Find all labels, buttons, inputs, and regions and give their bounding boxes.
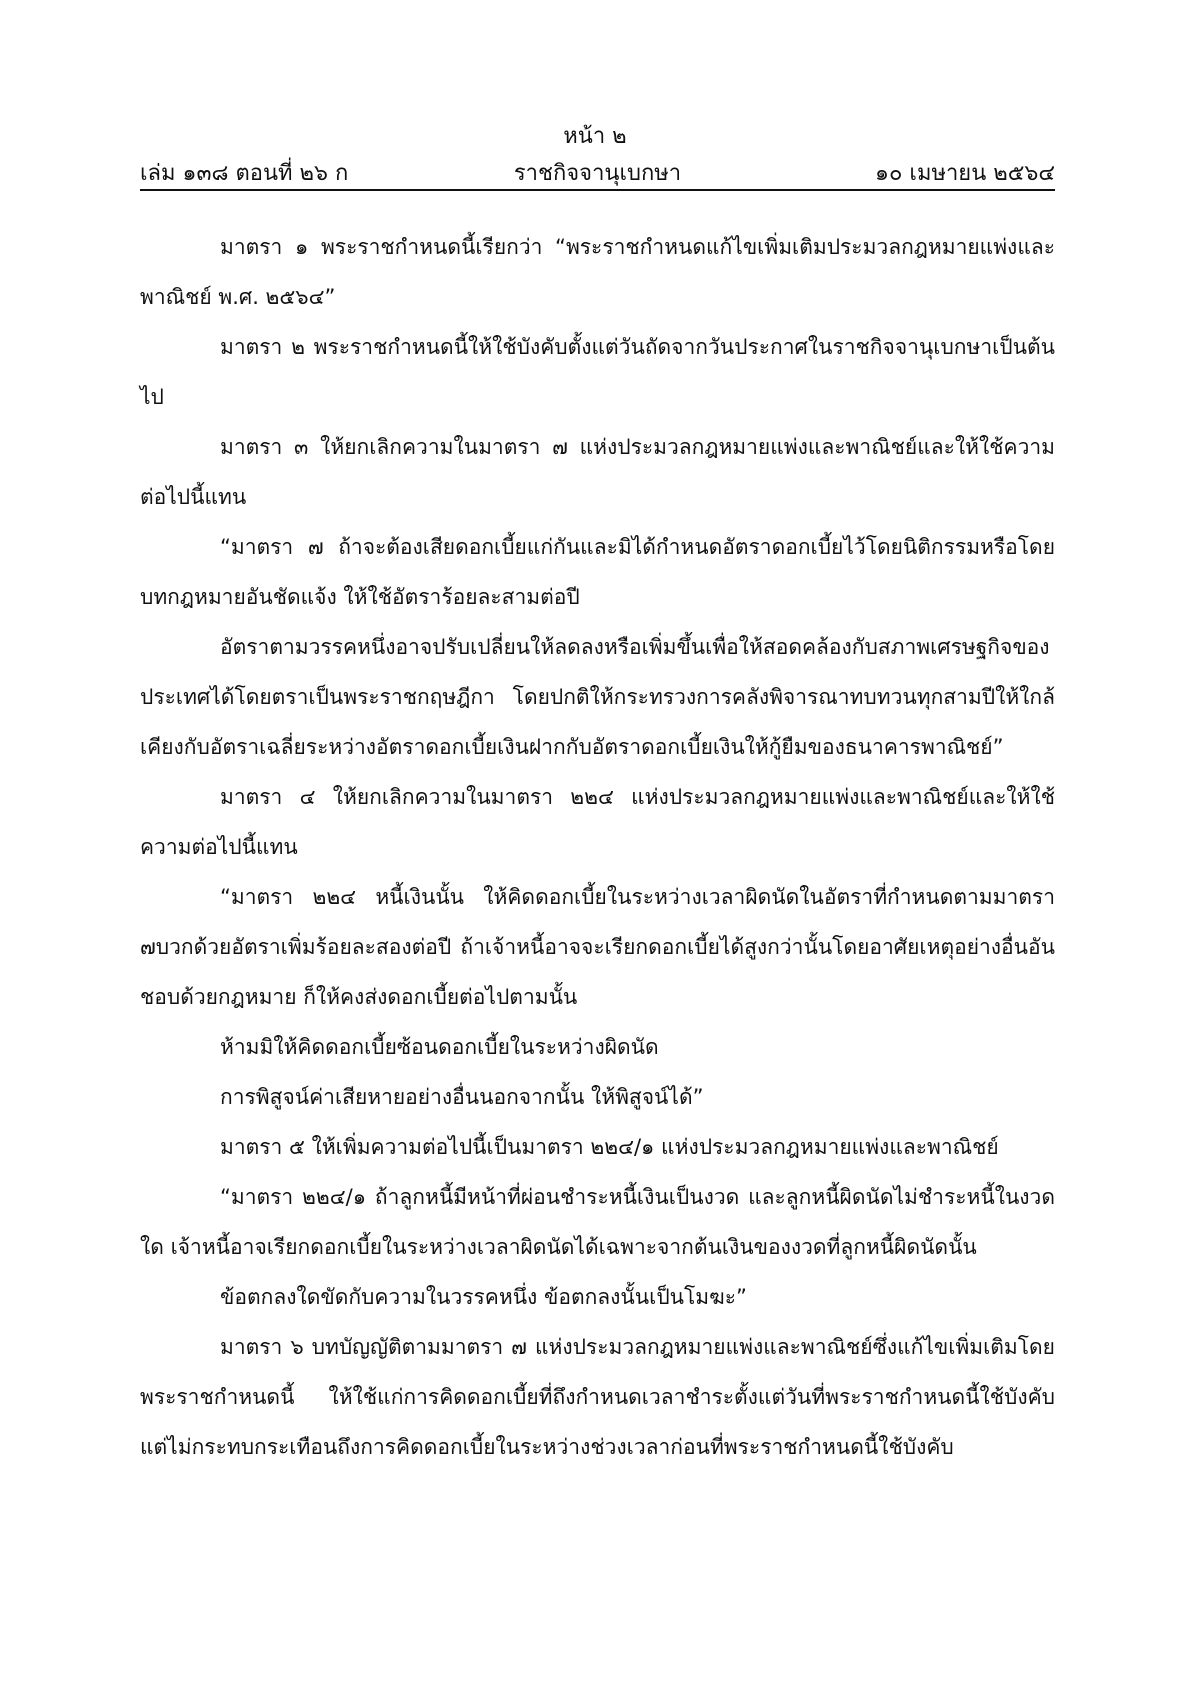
article-7-para-2: อัตราตามวรรคหนึ่งอาจปรับเปลี่ยนให้ลดลงหรือเพิ่มขึ้นเพื่อให้สอดคล้องกับสภาพเศรษฐกิจของประเทศได้โดยตราเป็นพระราชกฤษฎีกา โดยปกติให้กระทรวงการคลังพิจารณาทบทวนทุกสามปีให้ใกล้เคียงกับอัตราเฉลี่ยระหว่างอัตราดอกเบี้ยเงินฝากกับอัตราดอกเบี้ยเงินให้กู้ยืมของธนาคารพาณิชย์” <box>140 635 1055 759</box>
gazette-header <box>140 155 1055 191</box>
section-5: มาตรา ๕ ให้เพิ่มความต่อไปนี้เป็นมาตรา ๒๒๔/๑ แห่งประมวลกฎหมายแพ่งและพาณิชย์ <box>220 1135 999 1159</box>
section-2: มาตรา ๒ พระราชกำหนดนี้ให้ใช้บังคับตั้งแต่วันถัดจากวันประกาศในราชกิจจานุเบกษาเป็นต้นไป <box>140 335 1055 409</box>
volume-issue: เล่ม ๑๓๘ ตอนที่ ๒๖ ก <box>140 161 349 186</box>
article-224-para-1: “มาตรา ๒๒๔ หนี้เงินนั้น ให้คิดดอกเบี้ยในระหว่างเวลาผิดนัดในอัตราที่กำหนดตามมาตรา ๗บวกด้วยอัตราเพิ่มร้อยละสองต่อปี ถ้าเจ้าหนี้อาจจะเรียกดอกเบี้ยได้สูงกว่านั้นโดยอาศัยเหตุอย่างอื่นอันชอบด้วยกฎหมาย ก็ให้คงส่งดอกเบี้ยต่อไปตามนั้น <box>140 885 1055 1009</box>
section-6: มาตรา ๖ บทบัญญัติตามมาตรา ๗ แห่งประมวลกฎหมายแพ่งและพาณิชย์ซึ่งแก้ไขเพิ่มเติมโดยพระราชกำหนดนี้ ให้ใช้แก่การคิดดอกเบี้ยที่ถึงกำหนดเวลาชำระตั้งแต่วันที่พระราชกำหนดนี้ใช้บังคับ แต่ไม่กระทบกระเทือนถึงการคิดดอกเบี้ยในระหว่างช่วงเวลาก่อนที่พระราชกำหนดนี้ใช้บังคับ <box>140 1335 1055 1459</box>
publication-date: ๑๐ เมษายน ๒๕๖๔ <box>875 161 1055 186</box>
document-body <box>140 222 1055 1472</box>
article-224-para-3: การพิสูจน์ค่าเสียหายอย่างอื่นนอกจากนั้น ให้พิสูจน์ได้” <box>220 1085 704 1109</box>
section-4: มาตรา ๔ ให้ยกเลิกความในมาตรา ๒๒๔ แห่งประมวลกฎหมายแพ่งและพาณิชย์และให้ใช้ความต่อไปนี้แทน <box>140 785 1055 859</box>
gazette-title: ราชกิจจานุเบกษา <box>513 161 682 186</box>
article-224-para-2: ห้ามมิให้คิดดอกเบี้ยซ้อนดอกเบี้ยในระหว่างผิดนัด <box>220 1035 659 1059</box>
article-7-para-1: “มาตรา ๗ ถ้าจะต้องเสียดอกเบี้ยแก่กันและมิได้กำหนดอัตราดอกเบี้ยไว้โดยนิติกรรมหรือโดยบทกฎหมายอันชัดแจ้ง ให้ใช้อัตราร้อยละสามต่อปี <box>140 535 1055 609</box>
page-number: หน้า ๒ <box>563 124 627 149</box>
section-1: มาตรา ๑ พระราชกำหนดนี้เรียกว่า “พระราชกำหนดแก้ไขเพิ่มเติมประมวลกฎหมายแพ่งและพาณิชย์ พ.ศ. ๒๕๖๔” <box>140 235 1055 309</box>
article-224-1-para-2: ข้อตกลงใดขัดกับความในวรรคหนึ่ง ข้อตกลงนั้นเป็นโมฆะ” <box>220 1285 747 1309</box>
article-224-1-para-1: “มาตรา ๒๒๔/๑ ถ้าลูกหนี้มีหน้าที่ผ่อนชำระหนี้เงินเป็นงวด และลูกหนี้ผิดนัดไม่ชำระหนี้ในงวดใด เจ้าหนี้อาจเรียกดอกเบี้ยในระหว่างเวลาผิดนัดได้เฉพาะจากต้นเงินของงวดที่ลูกหนี้ผิดนัดนั้น <box>140 1185 1055 1259</box>
section-3: มาตรา ๓ ให้ยกเลิกความในมาตรา ๗ แห่งประมวลกฎหมายแพ่งและพาณิชย์และให้ใช้ความต่อไปนี้แทน <box>140 435 1055 509</box>
